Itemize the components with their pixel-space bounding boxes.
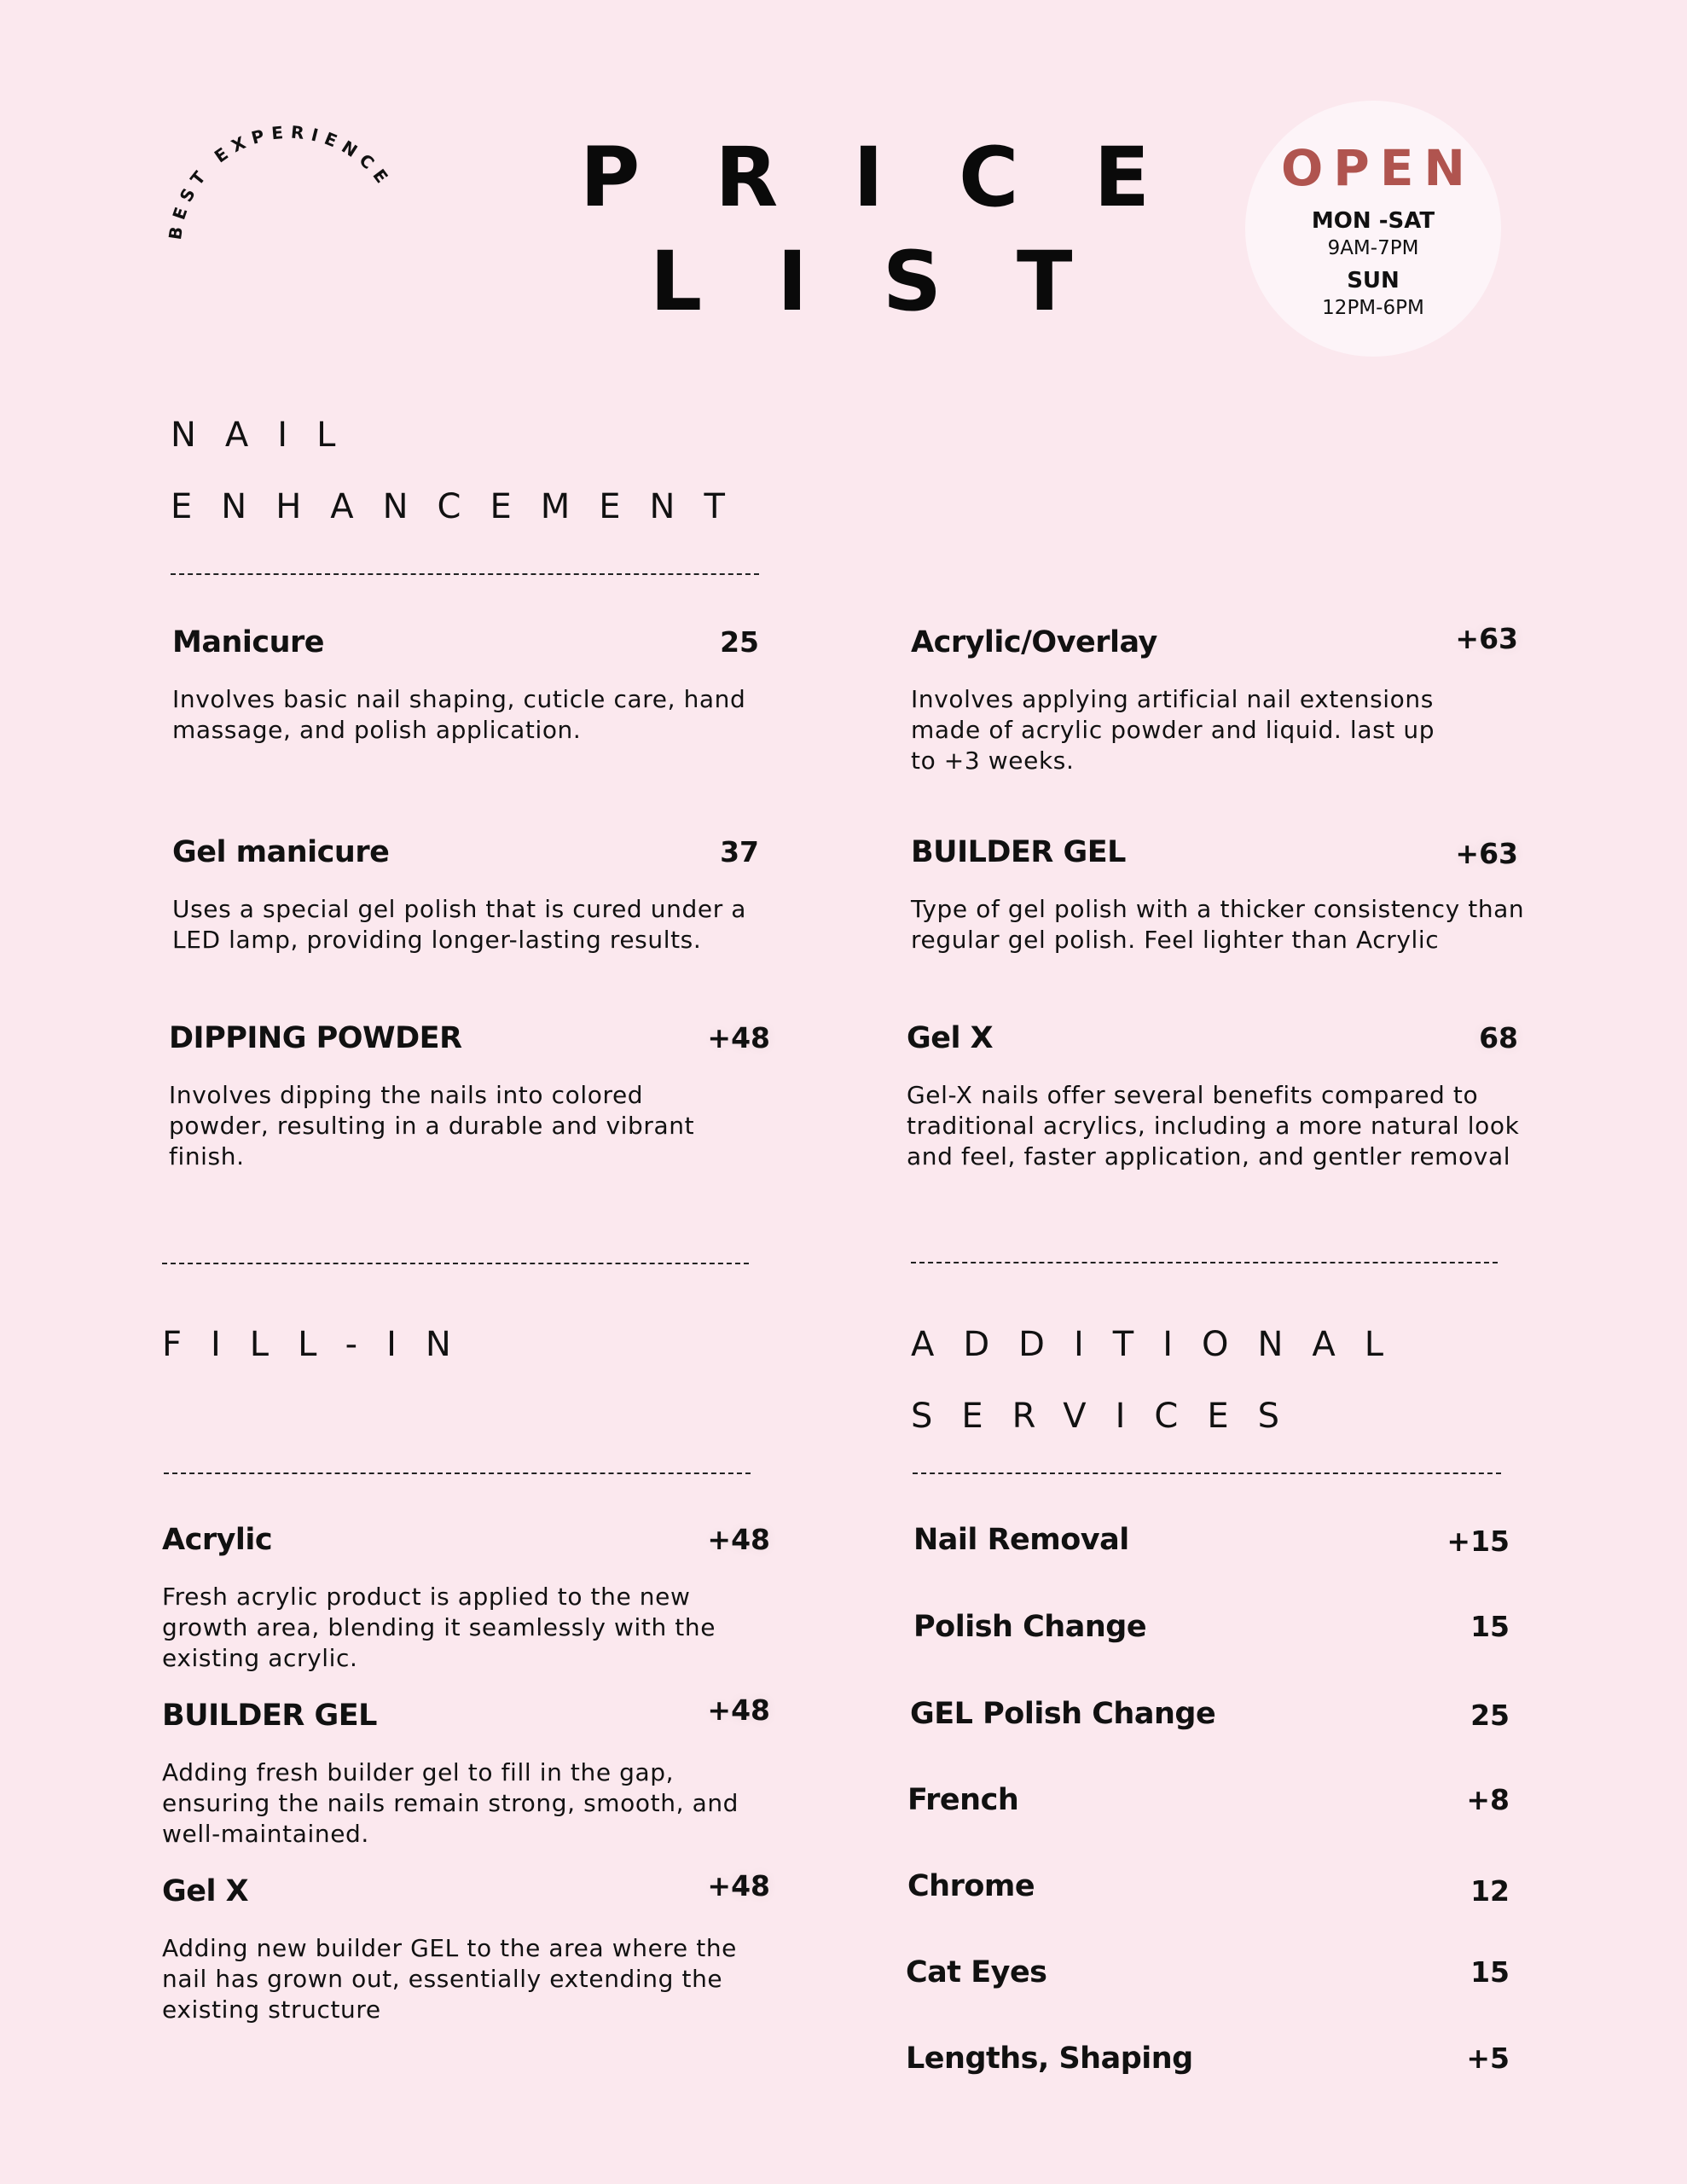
service-name: Acrylic [162, 1523, 273, 1557]
weekday-label: MON -SAT [1311, 208, 1435, 234]
service-name: Polish Change [913, 1610, 1147, 1644]
service-price: +48 [707, 1021, 770, 1054]
service-description: Involves dipping the nails into colored powder, resulting in a durable and vibrant finish. [169, 1081, 695, 1170]
divider [913, 1472, 1501, 1474]
nail-enhancement-title-line1: NAIL [171, 415, 365, 455]
page-title-line1: PRICE [580, 130, 1226, 225]
service-price: +8 [1466, 1783, 1510, 1816]
page-title-line2: LIST [650, 234, 1148, 329]
service-name: Cat Eyes [906, 1955, 1047, 1989]
service-name: Gel X [162, 1874, 249, 1908]
fill-in-title: FILL-IN [162, 1325, 480, 1364]
service-price: +48 [707, 1869, 770, 1902]
best-experience-badge [162, 111, 418, 256]
service-name: BUILDER GEL [911, 835, 1126, 869]
service-price: 25 [720, 625, 759, 659]
service-name: French [907, 1783, 1019, 1817]
service-description: Adding new builder GEL to the area where the nail has grown out, essentially extending the existing structure [162, 1934, 738, 2024]
service-price: 15 [1470, 1955, 1510, 1989]
open-label: OPEN [1281, 139, 1475, 197]
service-name: Acrylic/Overlay [911, 625, 1157, 659]
service-price: 12 [1470, 1874, 1510, 1908]
service-price: 68 [1479, 1021, 1518, 1054]
service-name: BUILDER GEL [162, 1699, 377, 1733]
service-price: +63 [1455, 622, 1518, 655]
nail-enhancement-title-line2: ENHANCEMENT [171, 487, 754, 526]
service-name: Chrome [907, 1869, 1035, 1903]
divider [162, 1263, 749, 1264]
service-description: Involves applying artificial nail extensions made of acrylic powder and liquid. last up to +3 weeks. [911, 685, 1435, 775]
additional-services-title-line1: ADDITIONAL [911, 1325, 1413, 1364]
service-price: 15 [1470, 1610, 1510, 1643]
service-price: 25 [1470, 1699, 1510, 1732]
service-price: +48 [707, 1523, 770, 1556]
weekday-hours: 9AM-7PM [1327, 237, 1419, 259]
divider [164, 1472, 751, 1474]
service-name: GEL Polish Change [910, 1697, 1216, 1731]
service-name: Manicure [172, 625, 325, 659]
service-description: Involves basic nail shaping, cuticle care, hand massage, and polish application. [172, 685, 746, 744]
divider [171, 573, 759, 575]
service-price: +5 [1466, 2042, 1510, 2075]
sunday-hours: 12PM-6PM [1322, 297, 1424, 319]
service-price: 37 [720, 835, 759, 868]
service-name: Gel manicure [172, 835, 390, 869]
service-description: Uses a special gel polish that is cured under a LED lamp, providing longer-lasting results. [172, 895, 747, 954]
service-description: Adding fresh builder gel to fill in the gap, ensuring the nails remain strong, smooth, and well-maintained. [162, 1758, 739, 1848]
opening-hours-badge [1245, 101, 1501, 357]
additional-services-title-line2: SERVICES [911, 1397, 1309, 1436]
service-description: Type of gel polish with a thicker consistency than regular gel polish. Feel lighter than Acrylic [911, 895, 1525, 954]
service-name: Nail Removal [913, 1523, 1129, 1557]
service-description: Fresh acrylic product is applied to the new growth area, blending it seamlessly with the existing acrylic. [162, 1583, 716, 1672]
service-name: Gel X [907, 1021, 994, 1055]
service-price: +15 [1446, 1525, 1510, 1558]
badge-text: BEST EXPERIENCE [164, 121, 397, 241]
divider [911, 1262, 1498, 1263]
service-name: Lengths, Shaping [906, 2042, 1193, 2076]
sunday-label: SUN [1347, 268, 1400, 293]
service-price: +48 [707, 1693, 770, 1727]
service-name: DIPPING POWDER [169, 1021, 462, 1055]
service-description: Gel-X nails offer several benefits compared to traditional acrylics, including a more natural look and feel, faster application, and gentler removal [907, 1081, 1520, 1170]
service-price: +63 [1455, 837, 1518, 870]
